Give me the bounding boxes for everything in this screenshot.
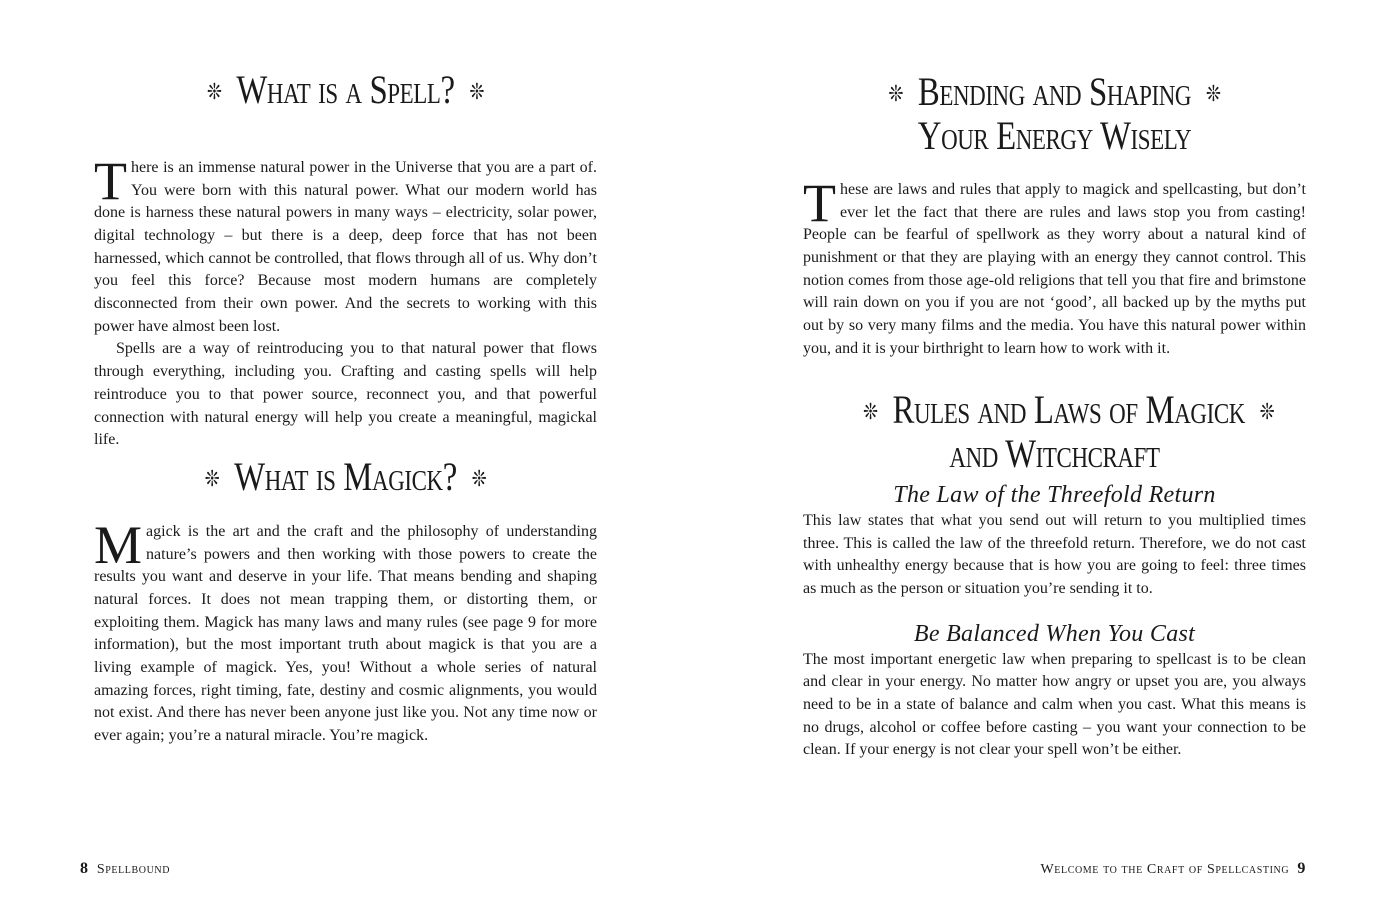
drop-cap: T: [94, 150, 127, 211]
paragraph-spell-2: Spells are a way of reintroducing you to that natural power that flows through everything, including you. Crafting and casting spells will help reintroduce you to that power source, reconnect you, and that powerful connection with natural energy will help you create a meaningful, magickal life.: [94, 340, 597, 449]
ornament-icon: ❊: [888, 80, 904, 106]
heading-rules-and-laws: ❊ Rules and Laws of Magick ❊: [863, 387, 1275, 432]
right-page: [700, 0, 1400, 919]
ornament-icon: ❊: [1205, 80, 1221, 106]
ornament-icon: ❊: [1259, 398, 1275, 424]
paragraph-magick-1: Magick is the art and the craft and the philosophy of understanding nature’s powers and then working with those powers to create the results you want and deserve in your life. That means bending and shaping natural forces. It does not mean trapping them, or distorting them, or exploiting them. Magick has many laws and many rules (see page 9 for more information), but the most important truth about magick is that you are a living example of magick. Yes, you! Without a whole series of natural amazing forces, right timing, fate, destiny and cosmic alignments, you would not exist. And there has never been anyone just like you. Not any time now or ever again; you’re a natural miracle. You’re magick.: [94, 514, 597, 745]
page-number: 8: [80, 860, 89, 877]
section-what-is-magick: [94, 454, 597, 748]
heading-bending-and-shaping: ❊ Bending and Shaping ❊: [888, 69, 1221, 114]
ornament-icon: ❊: [206, 78, 222, 104]
section-what-is-a-spell: [94, 67, 597, 452]
ornament-icon: ❊: [469, 78, 485, 104]
drop-cap: T: [803, 172, 836, 233]
running-title: Spellbound: [96, 862, 171, 877]
page-number: 9: [1297, 860, 1306, 877]
footer-left: [80, 860, 170, 878]
subheading-be-balanced: Be Balanced When You Cast: [913, 620, 1196, 647]
ornament-icon: ❊: [471, 465, 487, 491]
paragraph-spell-1: There is an immense natural power in the Universe that you are a part of. You were born with this natural power. What our modern world has done is harness these natural powers in many ways – electricity, solar power, digital technology – but there is a deep, deep force that has not been harnessed, which cannot be controlled, that flows through all of us. Why don’t you feel this force? Because most modern humans are completely disconnected from their own power. And the secrets to working with this power have almost been lost.: [94, 150, 597, 335]
footer-right: [1040, 860, 1306, 878]
running-title: Welcome to the Craft of Spellcasting: [1040, 862, 1290, 877]
heading-rules-and-laws-line2: and Witchcraft: [949, 430, 1160, 476]
drop-cap: M: [94, 514, 143, 575]
heading-bending-and-shaping-line2: Your Energy Wisely: [917, 112, 1192, 158]
section-bending-and-shaping: [803, 69, 1306, 360]
subheading-threefold-return: The Law of the Threefold Return: [893, 481, 1216, 508]
ornament-icon: ❊: [204, 465, 220, 491]
section-rules-and-laws: [803, 387, 1306, 762]
paragraph-threefold-return: This law states that what you send out will return to you multiplied times three. This is called the law of the threefold return. Therefore, we do not cast with unhealthy energy because that is how you are going to feel: three times as much as the person or situation you’re sending it to.: [803, 511, 1306, 597]
heading-what-is-a-spell: ❊ What is a Spell? ❊: [206, 67, 485, 112]
paragraph-bending-1: These are laws and rules that apply to magick and spellcasting, but don’t ever let the fact that there are rules and laws stop you from casting! People can be fearful of spellwork as they worry about a natural kind of punishment or that they are playing with an energy they cannot control. This notion comes from those age-old religions that tell you that fire and brimstone will rain down on you if you are not ‘good’, all backed up by the myths put out by so very many films and the media. You have this natural power within you, and it is your birthright to learn how to work with it.: [803, 172, 1306, 357]
ornament-icon: ❊: [863, 398, 878, 424]
heading-what-is-magick: ❊ What is Magick? ❊: [204, 454, 487, 499]
paragraph-be-balanced: The most important energetic law when preparing to spellcast is to be clean and clear in your energy. No matter how angry or upset you are, you always need to be in a state of balance and calm when you cast. What this means is no drugs, alcohol or coffee before casting – you want your connection to be clean. If your energy is not clear your spell won’t be either.: [803, 650, 1306, 759]
